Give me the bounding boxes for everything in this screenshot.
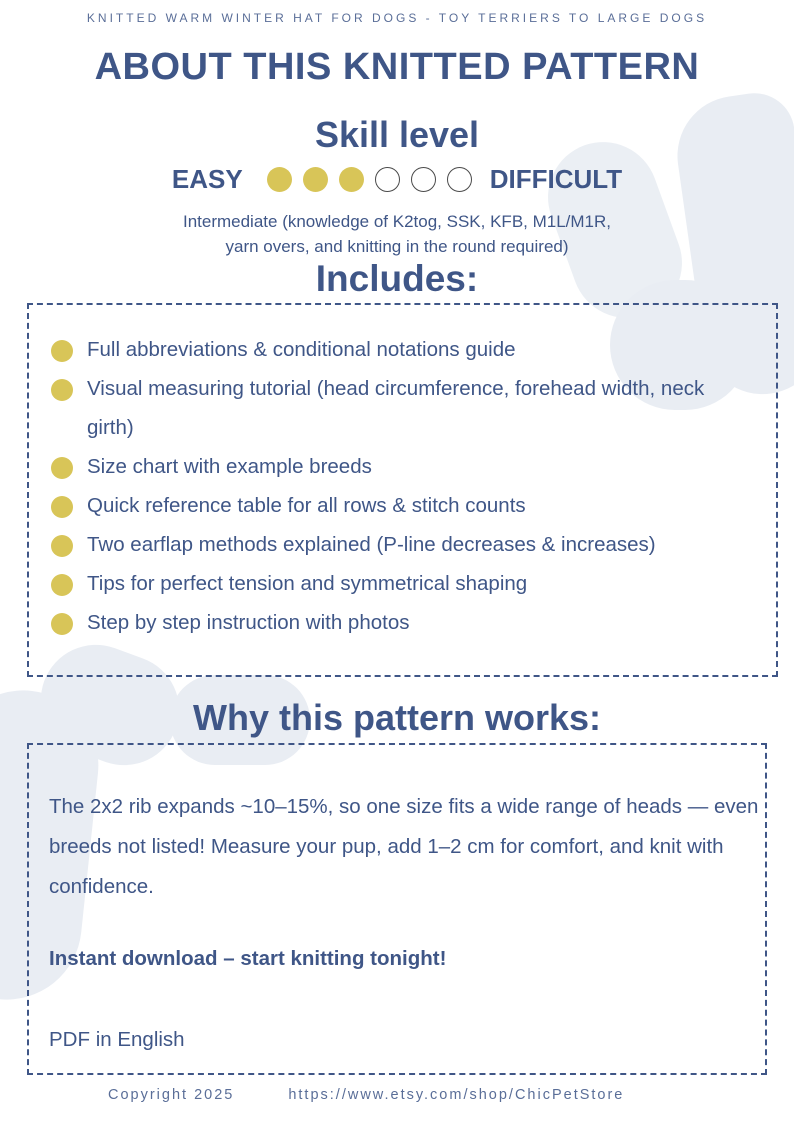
bullet-dot-icon	[51, 535, 73, 557]
skill-dot-filled-icon	[267, 167, 292, 192]
skill-difficult-label: DIFFICULT	[489, 164, 623, 194]
page-footer	[108, 1087, 624, 1103]
list-item-text: Size chart with example breeds	[87, 455, 372, 478]
page-header: KNITTED WARM WINTER HAT FOR DOGS - TOY TERRIERS TO LARGE DOGS	[86, 11, 708, 25]
shop-url-link[interactable]: https://www.etsy.com/shop/ChicPetStore	[288, 1087, 625, 1103]
copyright-text: Copyright 2025	[108, 1087, 235, 1103]
skill-dot-empty-icon	[447, 167, 472, 192]
bullet-dot-icon	[51, 340, 73, 362]
why-box	[27, 743, 767, 1075]
list-item	[51, 447, 751, 486]
skill-dot-empty-icon	[411, 167, 436, 192]
list-item	[51, 486, 751, 525]
instant-download-text: Instant download – start knitting tonight!	[49, 947, 447, 970]
bullet-dot-icon	[51, 496, 73, 518]
list-item-text: Two earflap methods explained (P-line decreases & increases)	[87, 533, 656, 556]
skill-dot-empty-icon	[375, 167, 400, 192]
why-paragraph	[49, 787, 769, 907]
list-item-text: Full abbreviations & conditional notations guide	[87, 338, 516, 361]
language-text: PDF in English	[49, 1028, 185, 1051]
why-heading: Why this pattern works:	[192, 697, 602, 738]
list-item-text: Step by step instruction with photos	[87, 611, 410, 634]
why-paragraph-text: The 2x2 rib expands ~10–15%, so one size fits a wide range of heads — even breeds not listed! Measure your pup, add 1–2 cm for comfort, and knit with confidence.	[49, 795, 759, 898]
list-item	[51, 564, 751, 603]
list-item-text: Quick reference table for all rows & stitch counts	[87, 494, 526, 517]
skill-dot-filled-icon	[339, 167, 364, 192]
includes-list	[51, 330, 751, 642]
skill-level-dots	[267, 167, 472, 192]
includes-box	[27, 303, 778, 677]
includes-heading: Includes:	[315, 258, 479, 299]
skill-easy-label: EASY	[171, 164, 243, 194]
bullet-dot-icon	[51, 613, 73, 635]
skill-scale	[0, 164, 794, 195]
skill-level-heading: Skill level	[314, 114, 480, 155]
list-item	[51, 330, 751, 369]
list-item	[51, 603, 751, 642]
list-item	[51, 525, 751, 564]
skill-description-line: Intermediate (knowledge of K2tog, SSK, KFB, M1L/M1R,	[182, 212, 612, 231]
page-title: ABOUT THIS KNITTED PATTERN	[94, 46, 700, 88]
bullet-dot-icon	[51, 457, 73, 479]
skill-description-line: yarn overs, and knitting in the round required)	[225, 237, 569, 256]
skill-dot-filled-icon	[303, 167, 328, 192]
skill-description	[0, 209, 794, 259]
list-item	[51, 369, 751, 447]
bullet-dot-icon	[51, 574, 73, 596]
list-item-text: Tips for perfect tension and symmetrical shaping	[87, 572, 528, 595]
list-item-text: Visual measuring tutorial (head circumference, forehead width, neck girth)	[87, 377, 705, 439]
bullet-dot-icon	[51, 379, 73, 401]
